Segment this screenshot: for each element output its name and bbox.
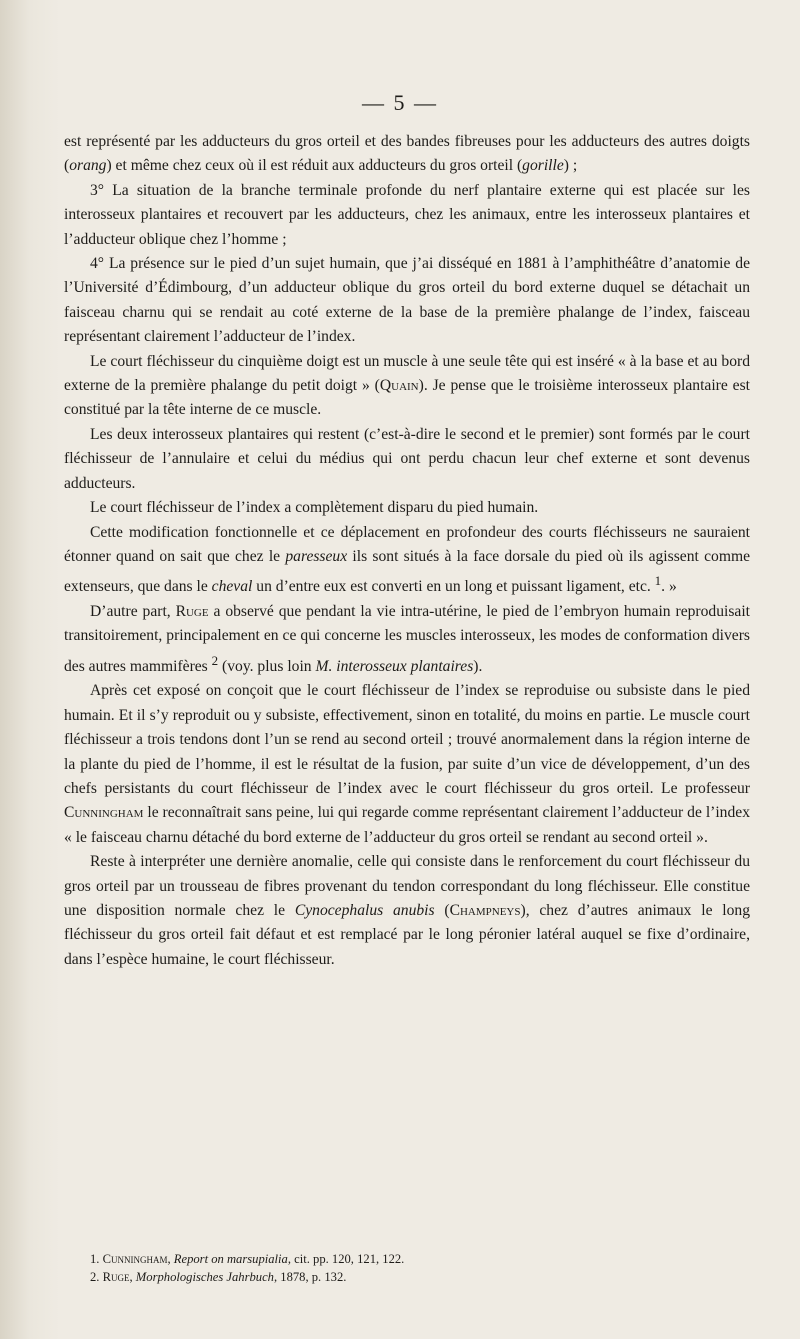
paragraph [64,350,750,423]
italic-text: gorille [522,157,564,175]
footnote [64,1250,750,1268]
italic-text: Report on marsupialia [173,1252,288,1266]
paragraph [64,179,750,252]
text-run: , [129,1270,136,1284]
footnote [64,1268,750,1286]
author-name: Quain [379,377,419,395]
italic-text: cheval [211,578,253,596]
text-run: 1. [90,1252,103,1266]
body-text [64,130,750,972]
paragraph [64,850,750,972]
text-run: Les deux interosseux plantaires qui restent (c’est-à-dire le second et le premier) sont formés par le court fléchisseur de l’annulaire et celui du médius qui ont perdu chacun leur chef externe et sont devenus adducteurs. [64,425,750,492]
paragraph [64,423,750,496]
text-run: D’autre part, [90,602,176,620]
paragraph [64,252,750,350]
italic-text: Morphologisches Jahrbuch [135,1270,274,1284]
text-run: Après cet exposé on conçoit que le court fléchisseur de l’index se reproduise ou subsiste dans le pied humain. Et il s’y reproduit ou y subsiste, effectivement, sinon en totalité, du moins en partie. Le muscle court fléchisseur a trois tendons dont l’un se rend au second orteil ; trouvé anormalement dans la région interne de la plante du pied de l’homme, il est le résultat de la fusion, par suite d’un vice de développement, d’un des chefs persistants du court fléchisseur de l’index avec le court fléchisseur du gros orteil. Le professeur [64,682,750,797]
text-run: est représenté par les adducteurs du gros orteil et des bandes fibreuses pour les adducteurs des autres doigts ( [64,133,750,175]
author-name: Cunningham [102,1252,168,1266]
text-run: , cit. pp. 120, 121, 122. [287,1252,405,1266]
text-run: . » [661,578,677,596]
text-run: a observé que pendant la vie intra-utérine, le pied de l’embryon humain reproduisait transitoirement, principalement en ce qui concerne les muscles interosseux, les modes de conformation divers des autres mammifères [64,602,750,675]
text-run: , 1878, p. 132. [273,1270,347,1284]
text-run: ( [434,901,450,919]
paragraph [64,521,750,600]
italic-text: M. interosseux plantaires [315,657,474,675]
paragraph [64,600,750,679]
footnotes [64,1250,750,1286]
text-run: 2. [90,1270,103,1284]
text-run: (voy. plus loin [218,657,316,675]
text-run: le reconnaîtrait sans peine, lui qui regarde comme représentant clairement l’adducteur de l’index « le faisceau charnu détaché du bord externe de l’adducteur du gros orteil se rendant au second orteil ». [64,804,750,846]
author-name: Champneys [449,901,521,919]
text-run: Le court fléchisseur du cinquième doigt est un muscle à une seule tête qui est inséré « à la base et au bord externe de la première phalange du petit doigt » ( [64,352,750,395]
paragraph [64,679,750,850]
text-run: ) ; [563,157,578,175]
text-run: ils sont situés à la face dorsale du pied où ils agissent comme extenseurs, que dans le [64,547,750,596]
text-run: ) et même chez ceux où il est réduit aux adducteurs du gros orteil ( [106,157,523,175]
italic-text: orang [69,157,107,175]
footnote-ref: 1 [654,573,662,589]
author-name: Cunningham [64,804,144,822]
italic-text: Cynocephalus anubis [294,901,435,919]
text-run: , [167,1252,174,1266]
text-run: ). Je pense que le troisième interosseux plantaire est constitué par la tête interne de ce muscle. [64,377,750,419]
text-run: ). [473,657,483,675]
text-run: 4° La présence sur le pied d’un sujet humain, que j’ai disséqué en 1881 à l’amphithéâtre d’anatomie de l’Université d’Édimbourg, d’un adducteur oblique du gros orteil du bord externe duquel se détachait un faisceau charnu qui se rendait au coté externe de la base de la première phalange de l’index, faisceau représentant clairement l’adducteur de l’index. [64,255,750,346]
italic-text: paresseux [285,547,348,565]
author-name: Ruge [102,1270,130,1284]
text-run: 3° La situation de la branche terminale profonde du nerf plantaire externe qui est placée sur les interosseux plantaires et recouvert par les adducteurs, chez les animaux, entre les interosseux plantaires et l’adducteur oblique chez l’homme ; [64,181,750,248]
page-number: — 5 — [362,90,438,115]
paragraph [64,496,750,520]
author-name: Ruge [175,602,209,620]
text-run: un d’entre eux est converti en un long et puissant ligament, etc. [252,578,655,596]
text-run: Reste à interpréter une dernière anomalie, celle qui consiste dans le renforcement du court fléchisseur du gros orteil par un trousseau de fibres provenant du tendon correspondant du long fléchisseur. Elle constitue une disposition normale chez le [64,853,750,919]
footnote-ref: 2 [211,652,219,668]
text-run: Cette modification fonctionnelle et ce déplacement en profondeur des courts fléchisseurs ne sauraient étonner quand on sait que chez le [64,523,750,565]
text-run: ), chez d’autres animaux le long fléchisseur du gros orteil fait défaut et est remplacé par le long péronier latéral auquel se fixe d’ordinaire, dans l’espèce humaine, le court fléchisseur. [64,901,751,968]
paragraph [64,130,750,179]
text-run: Le court fléchisseur de l’index a complètement disparu du pied humain. [90,499,539,517]
